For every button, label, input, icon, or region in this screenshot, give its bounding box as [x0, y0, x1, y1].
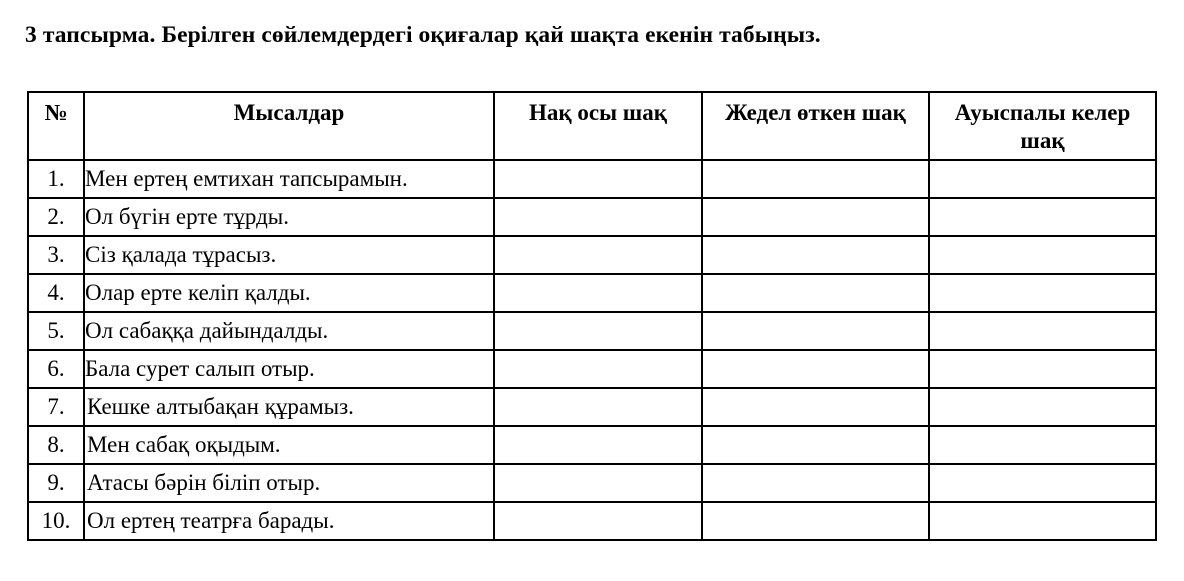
table-row	[28, 160, 1156, 198]
row-example: Ол бүгін ерте тұрды.	[84, 198, 494, 236]
answer-cell-future[interactable]	[929, 464, 1156, 502]
answer-cell-past[interactable]	[702, 312, 929, 350]
answer-cell-past[interactable]	[702, 350, 929, 388]
answer-cell-past[interactable]	[702, 388, 929, 426]
answer-cell-future[interactable]	[929, 388, 1156, 426]
row-number: 8.	[28, 426, 84, 464]
row-example: Атасы бәрін біліп отыр.	[84, 464, 494, 502]
answer-cell-future[interactable]	[929, 160, 1156, 198]
header-simple-past: Жедел өткен шақ	[702, 92, 929, 160]
table-row	[28, 388, 1156, 426]
answer-cell-present[interactable]	[494, 502, 702, 540]
answer-cell-present[interactable]	[494, 236, 702, 274]
table-row	[28, 198, 1156, 236]
row-number: 4.	[28, 274, 84, 312]
table-row	[28, 312, 1156, 350]
row-number: 7.	[28, 388, 84, 426]
row-number: 9.	[28, 464, 84, 502]
row-number: 6.	[28, 350, 84, 388]
answer-cell-past[interactable]	[702, 502, 929, 540]
answer-cell-present[interactable]	[494, 160, 702, 198]
task-title: 3 тапсырма. Берілген сөйлемдердегі оқиғалар қай шақта екенін табыңыз.	[25, 22, 821, 48]
answer-cell-present[interactable]	[494, 198, 702, 236]
answer-cell-present[interactable]	[494, 426, 702, 464]
row-example: Кешке алтыбақан құрамыз.	[84, 388, 494, 426]
answer-cell-future[interactable]	[929, 502, 1156, 540]
header-number: №	[28, 92, 84, 160]
row-number: 1.	[28, 160, 84, 198]
table-row	[28, 236, 1156, 274]
header-row	[28, 92, 1156, 160]
table-row	[28, 464, 1156, 502]
header-examples: Мысалдар	[84, 92, 494, 160]
answer-cell-future[interactable]	[929, 274, 1156, 312]
row-number: 3.	[28, 236, 84, 274]
row-example: Бала сурет салып отыр.	[84, 350, 494, 388]
answer-cell-present[interactable]	[494, 388, 702, 426]
answer-cell-past[interactable]	[702, 274, 929, 312]
answer-cell-future[interactable]	[929, 350, 1156, 388]
answer-cell-future[interactable]	[929, 312, 1156, 350]
table-row	[28, 274, 1156, 312]
answer-cell-past[interactable]	[702, 160, 929, 198]
row-example: Сіз қалада тұрасыз.	[84, 236, 494, 274]
row-example: Мен сабақ оқыдым.	[84, 426, 494, 464]
answer-cell-future[interactable]	[929, 198, 1156, 236]
table-row	[28, 426, 1156, 464]
answer-cell-present[interactable]	[494, 274, 702, 312]
header-present-continuous: Нақ осы шақ	[494, 92, 702, 160]
table-row	[28, 350, 1156, 388]
answer-cell-present[interactable]	[494, 464, 702, 502]
table-row	[28, 502, 1156, 540]
row-number: 2.	[28, 198, 84, 236]
row-number: 10.	[28, 502, 84, 540]
row-example: Мен ертең емтихан тапсырамын.	[84, 160, 494, 198]
tense-table	[27, 91, 1157, 541]
answer-cell-future[interactable]	[929, 236, 1156, 274]
answer-cell-past[interactable]	[702, 426, 929, 464]
answer-cell-past[interactable]	[702, 464, 929, 502]
header-future: Ауыспалы келер шақ	[929, 92, 1156, 160]
row-example: Олар ерте келіп қалды.	[84, 274, 494, 312]
row-example: Ол ертең театрға барады.	[84, 502, 494, 540]
answer-cell-present[interactable]	[494, 312, 702, 350]
row-example: Ол сабаққа дайындалды.	[84, 312, 494, 350]
answer-cell-past[interactable]	[702, 236, 929, 274]
answer-cell-present[interactable]	[494, 350, 702, 388]
row-number: 5.	[28, 312, 84, 350]
answer-cell-past[interactable]	[702, 198, 929, 236]
answer-cell-future[interactable]	[929, 426, 1156, 464]
